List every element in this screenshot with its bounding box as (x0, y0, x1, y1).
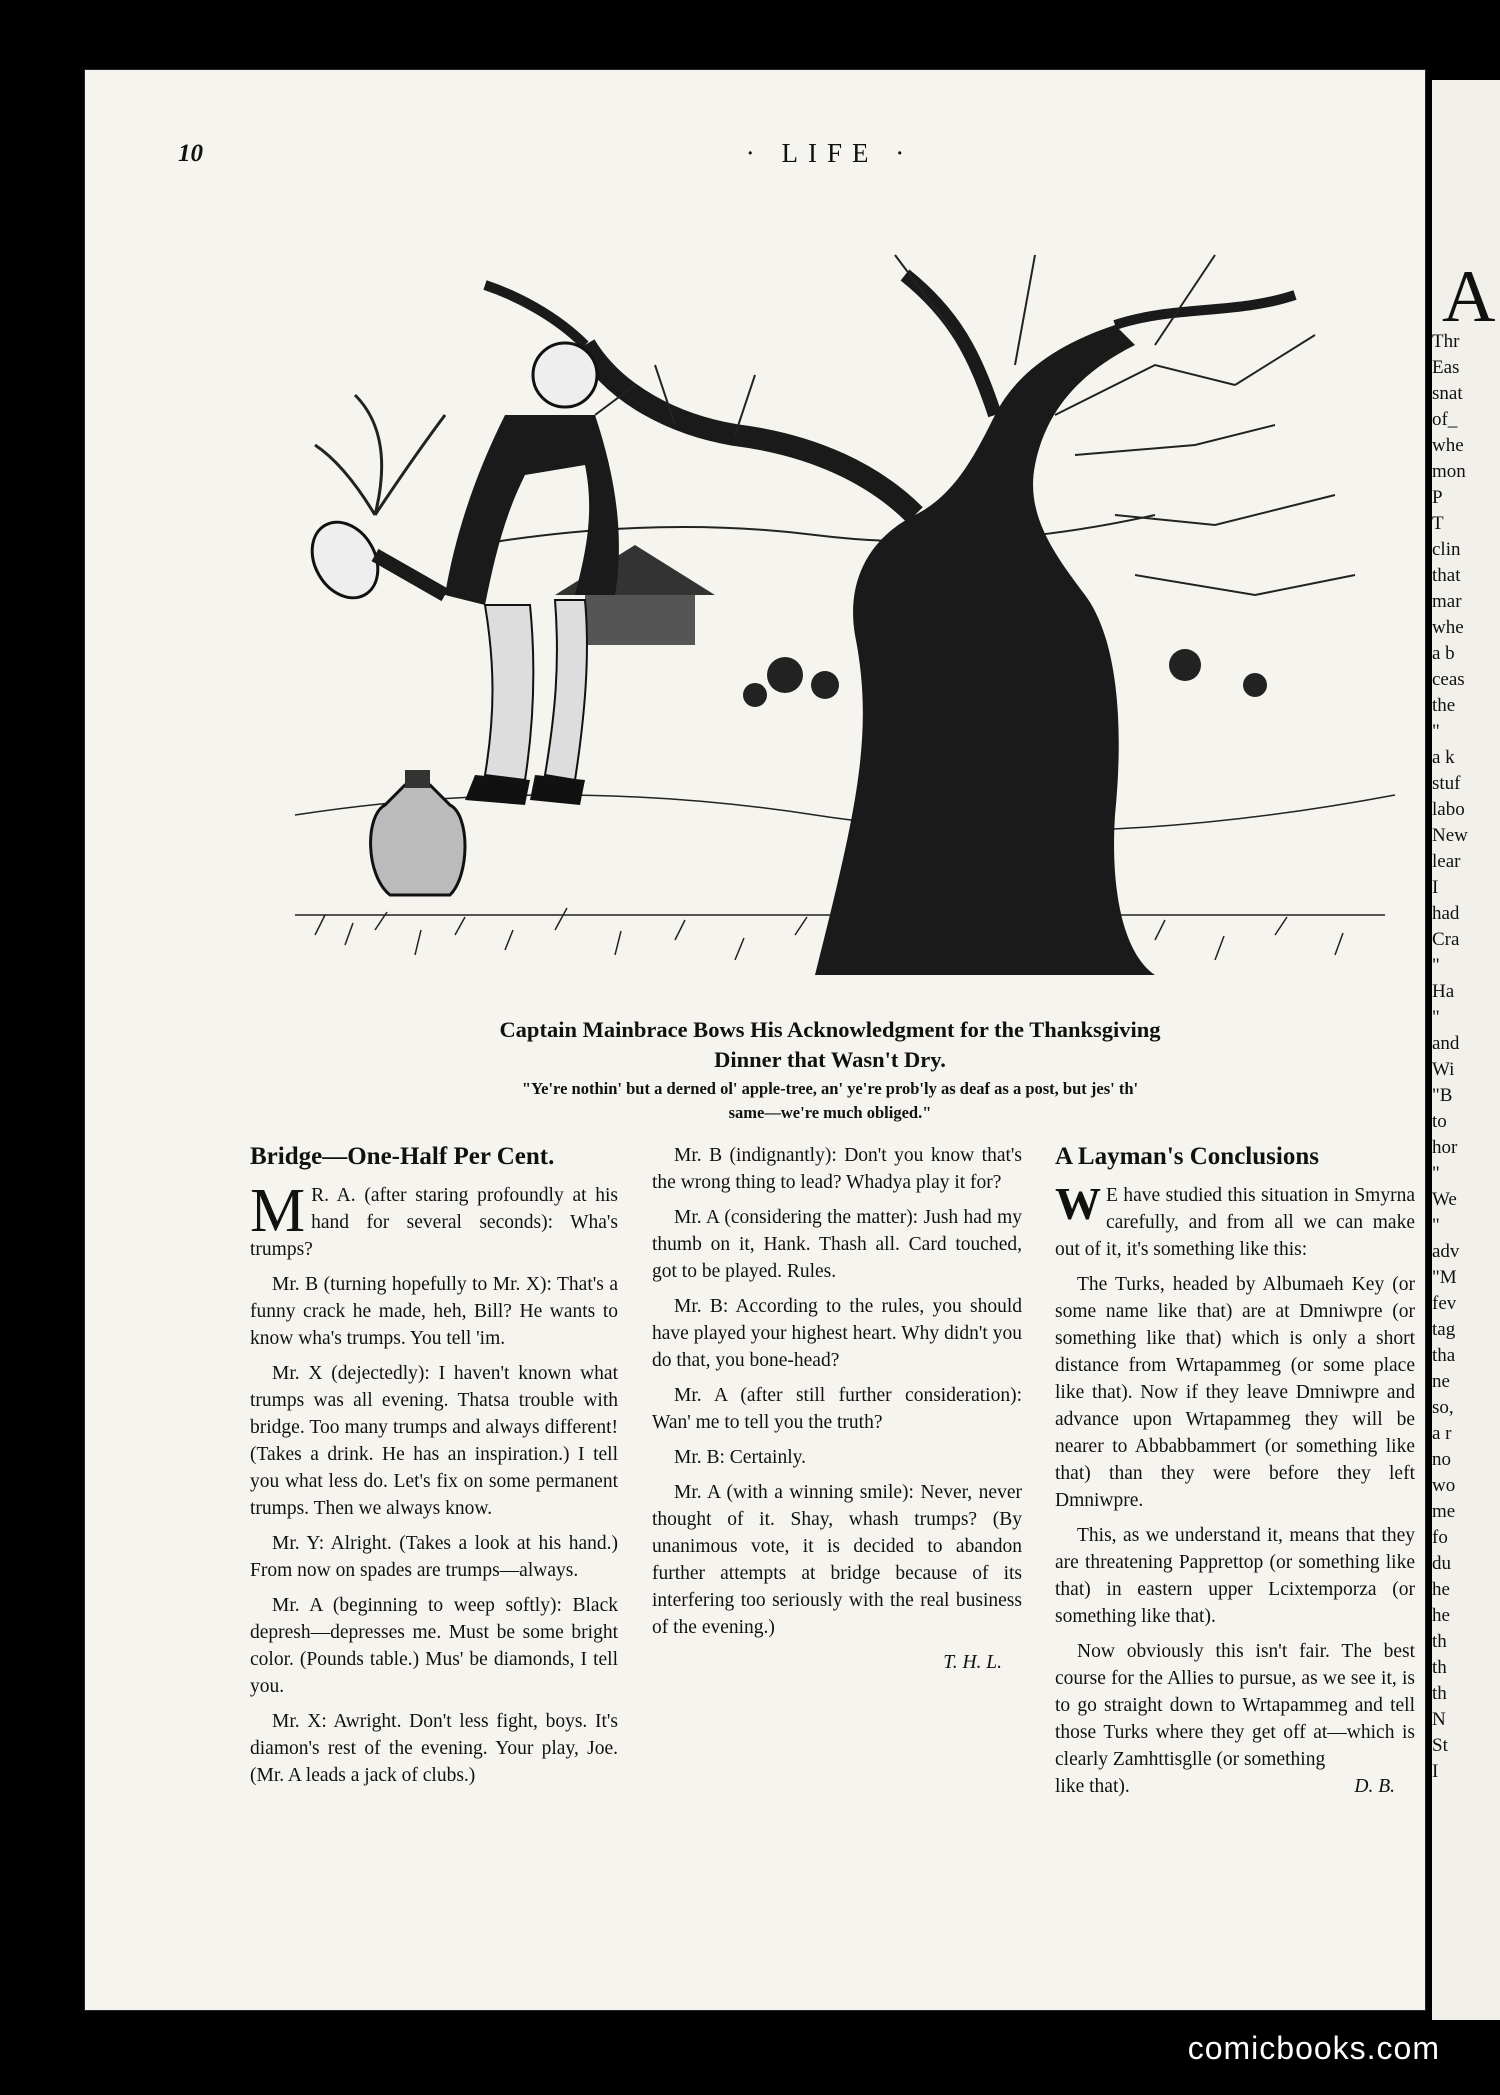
adjacent-page-text-fragment: had (1432, 903, 1460, 924)
adjacent-page-text-fragment: so, (1432, 1397, 1454, 1418)
adjacent-page-text-fragment: Ha (1432, 981, 1455, 1002)
masthead: · LIFE · (745, 138, 915, 168)
article-title: Bridge—One-Half Per Cent. (250, 1143, 555, 1170)
paragraph: The Turks, headed by Albumaeh Key (or some name like that) are at Dmniwpre (or something like that) which is only a short distance from Wrtapammeg (or some place like that). Now if they leave Dmniwpre and advance upon Wrtapammeg they will be nearer to Abbabbammert (or something like that) than they were before they left Dmniwpre. (1055, 1274, 1415, 1511)
adjacent-page-text-fragment: and (1432, 1033, 1460, 1054)
dropcap: M (250, 1177, 306, 1245)
paragraph: Mr. A (considering the matter): Jush had my thumb on it, Hank. Thash all. Card touched, got to be played. Rules. (652, 1207, 1022, 1282)
caption-quote-line-2: same—we're much obliged." (728, 1103, 932, 1122)
article-signature: D. B. (1354, 1776, 1395, 1797)
illustration-caption-title (300, 1015, 1360, 1075)
paragraph: Mr. A (after still further consideration): Wan' me to tell you the truth? (652, 1385, 1022, 1433)
adjacent-page-text-fragment: tag (1432, 1319, 1456, 1340)
adjacent-page-text-fragment: clin (1432, 539, 1461, 560)
adjacent-page-text-fragment: du (1432, 1553, 1451, 1574)
paragraph: Mr. B: According to the rules, you should have played your highest heart. Why didn't you do that, you bone-head? (652, 1296, 1022, 1371)
adjacent-page-text-fragment: " (1432, 721, 1440, 742)
adjacent-page-text-fragment: th (1432, 1631, 1447, 1652)
paragraph: Mr. X (dejectedly): I haven't known what trumps was all evening. Thatsa trouble with bridge. Too many trumps and always different! (Takes a drink. He has an inspiration.) I tell you what less do. Let's fix on some permanent trumps. Then we always know. (250, 1363, 618, 1519)
paragraph: Mr. Y: Alright. (Takes a look at his hand.) From now on spades are trumps—always. (250, 1533, 618, 1581)
adjacent-page-text-fragment: th (1432, 1657, 1447, 1678)
adjacent-page-dropcap: A (1442, 256, 1496, 338)
adjacent-page-text-fragment: Thr (1432, 331, 1460, 352)
adjacent-page-text-fragment: " (1432, 1007, 1440, 1028)
paragraph: W E have studied this situation in Smyrna carefully, and from all we can make out of it, it's something like this: (1055, 1178, 1415, 1260)
article-bridge-column-2 (652, 1142, 1022, 1676)
adjacent-page-text-fragment: to (1432, 1111, 1447, 1132)
adjacent-page-text-fragment: We (1432, 1189, 1457, 1210)
adjacent-page-text-fragment: snat (1432, 383, 1463, 404)
adjacent-page-text-fragment: " (1432, 1215, 1440, 1236)
adjacent-page-text-fragment: a k (1432, 747, 1455, 768)
adjacent-page-text-fragment: th (1432, 1683, 1447, 1704)
adjacent-page-text-fragment: me (1432, 1501, 1456, 1522)
adjacent-page-text-fragment: Cra (1432, 929, 1460, 950)
paragraph: M R. A. (after staring profoundly at his hand for several seconds): Wha's trumps? (250, 1177, 618, 1260)
adjacent-page-text-fragment: of_ (1432, 409, 1458, 430)
adjacent-page-text-fragment: the (1432, 695, 1456, 716)
page-number: 10 (178, 140, 203, 167)
paragraph: Mr. A (with a winning smile): Never, never thought of it. Shay, whash trumps? (By unanimous vote, it is decided to abandon further attempts at bridge because of its interfering too seriously with the real business of the evening.) (652, 1482, 1022, 1638)
adjacent-page-text-fragment: fev (1432, 1293, 1457, 1314)
adjacent-page-text-fragment: I (1432, 877, 1439, 898)
adjacent-page-text-fragment: "M (1432, 1267, 1457, 1288)
adjacent-page-text-fragment: N (1432, 1709, 1446, 1730)
adjacent-page-text-fragment: " (1432, 1163, 1440, 1184)
watermark: comicbooks.com (1187, 2030, 1440, 2066)
adjacent-page-text-fragment: he (1432, 1605, 1450, 1626)
adjacent-page-text-fragment: no (1432, 1449, 1451, 1470)
adjacent-page-text-fragment: adv (1432, 1241, 1460, 1262)
adjacent-page-text-fragment: a b (1432, 643, 1455, 664)
adjacent-page-text-fragment: "B (1432, 1085, 1453, 1106)
adjacent-page-text-fragment: stuf (1432, 773, 1461, 794)
adjacent-page-text-fragment: Wi (1432, 1059, 1455, 1080)
paragraph: Mr. X: Awright. Don't less fight, boys. It's diamon's rest of the evening. Your play, Joe. (Mr. A leads a jack of clubs.) (250, 1711, 618, 1786)
adjacent-page-text-fragment: ne (1432, 1371, 1450, 1392)
illustration-caption-quote (350, 1077, 1310, 1125)
dropcap: W (1055, 1178, 1101, 1229)
adjacent-page-text-fragment: mon (1432, 461, 1466, 482)
caption-quote-line-1: "Ye're nothin' but a derned ol' apple-tree, an' ye're prob'ly as deaf as a post, but jes' th' (521, 1079, 1139, 1098)
adjacent-page-text-fragment: hor (1432, 1137, 1458, 1158)
adjacent-page-text-fragment: " (1432, 955, 1440, 976)
adjacent-page-text-fragment: labo (1432, 799, 1465, 820)
adjacent-page-text-fragment: Eas (1432, 357, 1460, 378)
paragraph: Mr. B (indignantly): Don't you know that's the wrong thing to lead? Whadya play it for? (652, 1145, 1022, 1193)
article-title: A Layman's Conclusions (1055, 1143, 1319, 1170)
adjacent-page-text-fragment: T (1432, 513, 1444, 534)
paragraph: Mr. B: Certainly. (674, 1447, 806, 1468)
adjacent-page-text-fragment: whe (1432, 617, 1464, 638)
caption-title-line-2: Dinner that Wasn't Dry. (714, 1047, 946, 1072)
paragraph: This, as we understand it, means that they are threatening Papprettop (or something like that) in eastern upper Lcixtemporza (or something like that). (1055, 1525, 1415, 1627)
adjacent-page-text-fragment: he (1432, 1579, 1450, 1600)
closing-line (1055, 1773, 1415, 1800)
cartoon-illustration (255, 215, 1415, 1005)
adjacent-page-text-fragment: P (1432, 487, 1443, 508)
adjacent-page-text-fragment: tha (1432, 1345, 1456, 1366)
adjacent-page-text-fragment: whe (1432, 435, 1464, 456)
article-layman-column (1055, 1142, 1415, 1800)
paragraph: Now obviously this isn't fair. The best course for the Allies to pursue, as we see it, is to go straight down to Wrtapammeg and tell those Turks where they get off at—which is clearly Zamhttisglle (or something (1055, 1641, 1415, 1770)
adjacent-page-text-fragment: a r (1432, 1423, 1452, 1444)
adjacent-page-text-fragment: ceas (1432, 669, 1465, 690)
caption-title-line-1: Captain Mainbrace Bows His Acknowledgment for the Thanksgiving (499, 1017, 1161, 1042)
adjacent-page-text-fragment: fo (1432, 1527, 1448, 1548)
adjacent-page-text-fragment: mar (1432, 591, 1462, 612)
paragraph: Mr. B (turning hopefully to Mr. X): That's a funny crack he made, heh, Bill? He wants to know wha's trumps. You tell 'im. (250, 1274, 618, 1349)
adjacent-page-fragment (1432, 80, 1500, 2020)
paragraph: Mr. A (beginning to weep softly): Black depresh—depresses me. Must be some bright color. (Pounds table.) Mus' be diamonds, I tell you. (250, 1595, 618, 1697)
article-signature: T. H. L. (943, 1652, 1002, 1673)
adjacent-page-text-fragment: St (1432, 1735, 1448, 1756)
adjacent-page-text-fragment: New (1432, 825, 1468, 846)
adjacent-page-text-fragment: that (1432, 565, 1461, 586)
adjacent-page-text-fragment: I (1432, 1761, 1439, 1782)
article-bridge-column-1 (250, 1142, 618, 1797)
adjacent-page-text-fragment: lear (1432, 851, 1461, 872)
adjacent-page-text-fragment: wo (1432, 1475, 1456, 1496)
closing-text: like that). (1055, 1776, 1130, 1797)
